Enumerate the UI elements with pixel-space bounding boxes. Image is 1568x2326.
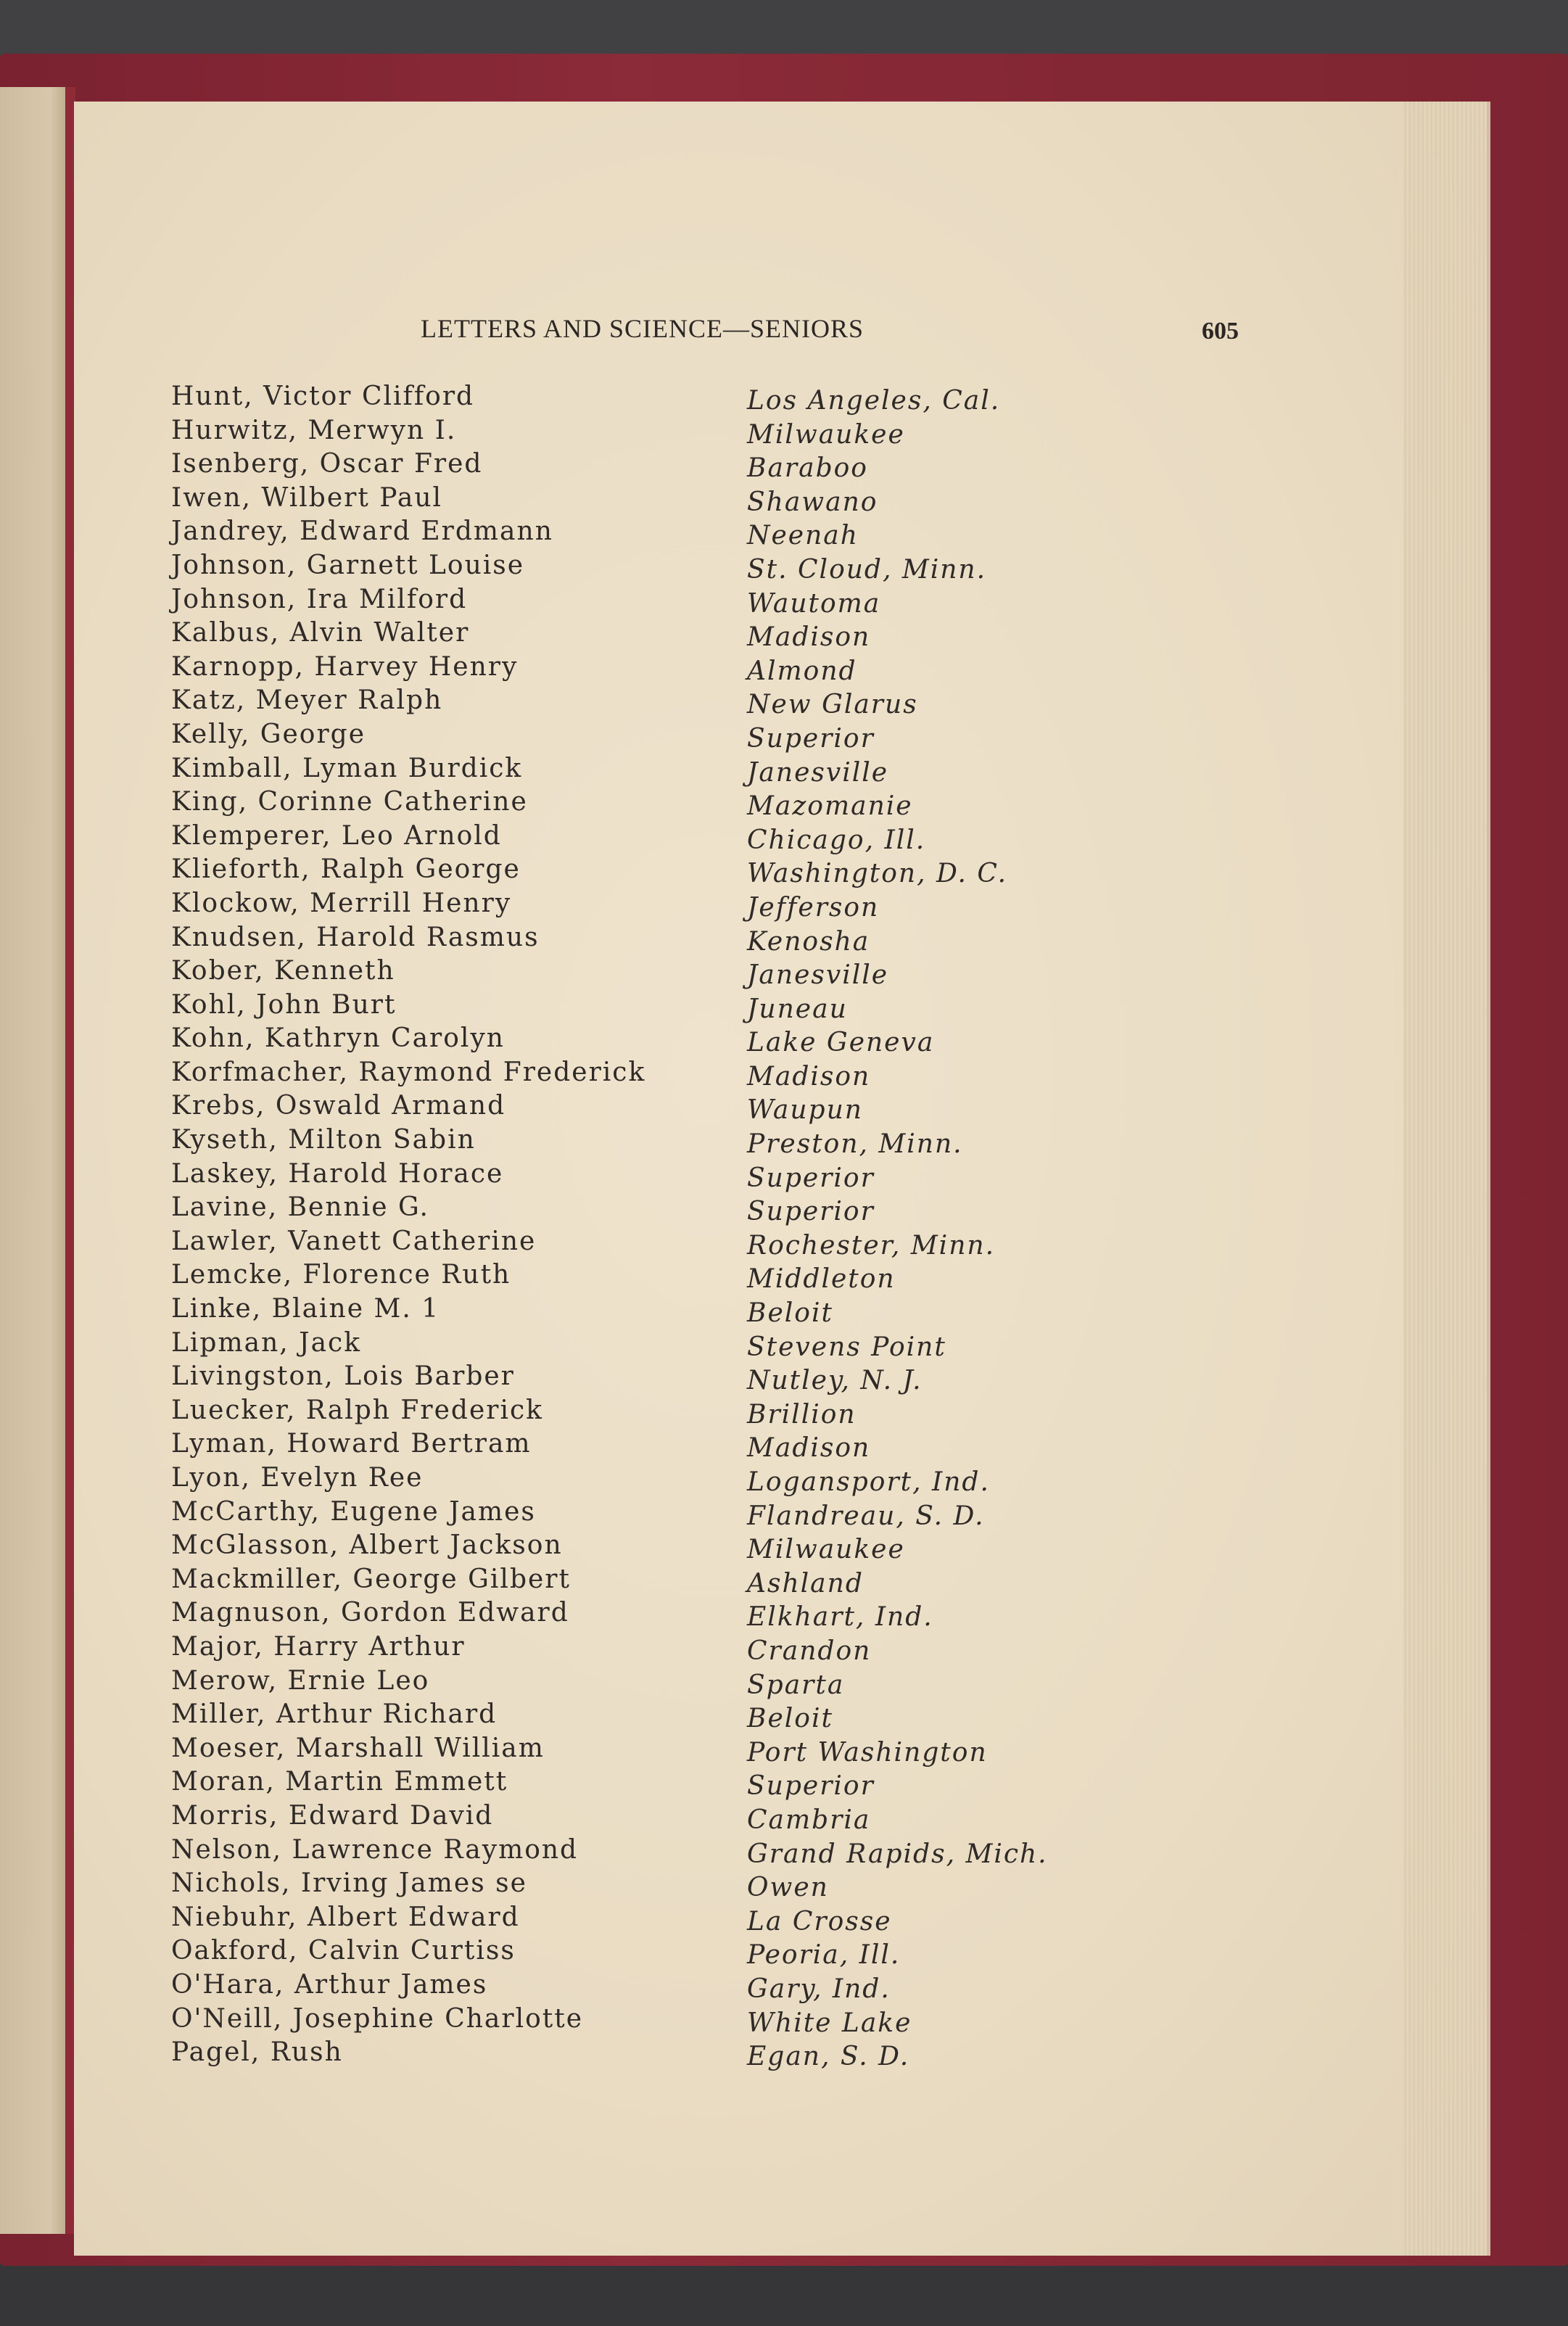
student-hometown: Kenosha (747, 926, 870, 957)
student-hometown: Superior (747, 1771, 875, 1802)
student-hometown: Jefferson (747, 892, 880, 923)
student-hometown: Superior (747, 1163, 875, 1193)
student-hometown: Beloit (747, 1298, 833, 1329)
student-name: Korfmacher, Raymond Frederick (171, 1057, 646, 1087)
student-hometown: Neenah (747, 521, 859, 551)
places-column (747, 384, 1298, 2074)
student-name: Lyon, Evelyn Ree (171, 1463, 424, 1493)
student-hometown: Peoria, Ill. (747, 1940, 901, 1971)
student-name: Nelson, Lawrence Raymond (171, 1834, 579, 1865)
student-hometown: Port Washington (747, 1737, 988, 1768)
student-hometown: Madison (747, 622, 871, 653)
student-hometown: Beloit (747, 1704, 833, 1734)
student-name: Klemperer, Leo Arnold (171, 820, 502, 851)
student-hometown: Milwaukee (747, 1535, 905, 1565)
student-name: Jandrey, Edward Erdmann (171, 516, 553, 547)
left-page-edge (0, 87, 71, 2234)
student-hometown: White Lake (747, 2008, 912, 2038)
student-name: Krebs, Oswald Armand (171, 1091, 506, 1121)
student-name: Kohl, John Burt (171, 989, 397, 1020)
student-name: Lawler, Vanett Catherine (171, 1226, 537, 1256)
student-name: Hurwitz, Merwyn I. (171, 415, 457, 445)
student-name: Major, Harry Arthur (171, 1631, 466, 1662)
names-column (171, 380, 751, 2070)
student-name: Kelly, George (171, 719, 366, 749)
student-hometown: Superior (747, 723, 875, 754)
student-hometown: Shawano (747, 487, 878, 517)
student-hometown: Cambria (747, 1805, 871, 1835)
student-name: Kyseth, Milton Sabin (171, 1125, 476, 1155)
student-name: Kohn, Kathryn Carolyn (171, 1023, 505, 1054)
running-header: LETTERS AND SCIENCE—SENIORS (421, 314, 865, 343)
student-name: Oakford, Calvin Curtiss (171, 1936, 516, 1966)
student-hometown: Crandon (747, 1636, 872, 1666)
student-hometown: La Crosse (747, 1906, 892, 1937)
student-name: Iwen, Wilbert Paul (171, 482, 443, 513)
student-hometown: Washington, D. C. (747, 859, 1008, 889)
student-name: Lemcke, Florence Ruth (171, 1260, 511, 1290)
student-name: Katz, Meyer Ralph (171, 685, 443, 716)
student-hometown: Madison (747, 1061, 871, 1092)
page-number: 605 (1202, 318, 1239, 345)
student-name: Kober, Kenneth (171, 956, 395, 986)
student-hometown: Mazomanie (747, 791, 913, 822)
student-name: Isenberg, Oscar Fred (171, 449, 483, 479)
student-name: Knudsen, Harold Rasmus (171, 922, 540, 952)
student-hometown: Waupun (747, 1095, 863, 1126)
student-name: Kimball, Lyman Burdick (171, 753, 523, 783)
student-hometown: Ashland (747, 1568, 864, 1599)
student-hometown: Grand Rapids, Mich. (747, 1839, 1048, 1869)
student-hometown: Egan, S. D. (747, 2042, 910, 2072)
student-name: Pagel, Rush (171, 2037, 343, 2068)
student-name: McCarthy, Eugene James (171, 1496, 536, 1527)
student-name: Klockow, Merrill Henry (171, 888, 512, 918)
student-name: McGlasson, Albert Jackson (171, 1530, 563, 1561)
student-name: Lavine, Bennie G. (171, 1192, 429, 1223)
student-hometown: Brillion (747, 1399, 857, 1430)
student-name: Nichols, Irving James se (171, 1868, 527, 1899)
student-hometown: Logansport, Ind. (747, 1467, 990, 1497)
student-hometown: Superior (747, 1197, 875, 1227)
student-hometown: Elkhart, Ind. (747, 1602, 933, 1633)
student-hometown: Milwaukee (747, 419, 905, 450)
student-hometown: Stevens Point (747, 1332, 946, 1362)
student-hometown: Gary, Ind. (747, 1974, 891, 2004)
student-hometown: Sparta (747, 1670, 845, 1700)
student-name: Livingston, Lois Barber (171, 1361, 515, 1392)
student-hometown: Chicago, Ill. (747, 825, 926, 855)
student-name: Lyman, Howard Bertram (171, 1429, 532, 1459)
student-hometown: Madison (747, 1433, 871, 1464)
student-hometown: Owen (747, 1873, 829, 1903)
student-name: Morris, Edward David (171, 1800, 494, 1831)
student-name: Klieforth, Ralph George (171, 854, 521, 885)
student-name: King, Corinne Catherine (171, 787, 528, 817)
student-name: Niebuhr, Albert Edward (171, 1902, 520, 1932)
student-name: Lipman, Jack (171, 1327, 362, 1358)
student-hometown: Juneau (747, 994, 848, 1024)
student-hometown: Preston, Minn. (747, 1129, 963, 1160)
student-hometown: New Glarus (747, 690, 918, 720)
student-hometown: Lake Geneva (747, 1028, 935, 1058)
student-name: Magnuson, Gordon Edward (171, 1598, 569, 1628)
student-name: Karnopp, Harvey Henry (171, 651, 519, 682)
student-hometown: Middleton (747, 1264, 896, 1295)
student-name: O'Neill, Josephine Charlotte (171, 2003, 584, 2034)
page-fore-edge (1403, 102, 1490, 2256)
student-hometown: St. Cloud, Minn. (747, 554, 987, 585)
student-hometown: Baraboo (747, 453, 868, 484)
student-name: Johnson, Ira Milford (171, 584, 468, 614)
student-name: Moran, Martin Emmett (171, 1767, 508, 1797)
student-name: Miller, Arthur Richard (171, 1699, 498, 1730)
student-hometown: Wautoma (747, 588, 881, 619)
student-hometown: Flandreau, S. D. (747, 1501, 985, 1531)
student-name: Johnson, Garnett Louise (171, 550, 525, 580)
student-hometown: Los Angeles, Cal. (747, 386, 1001, 416)
student-name: Moeser, Marshall William (171, 1733, 545, 1763)
student-name: Mackmiller, George Gilbert (171, 1564, 571, 1594)
student-hometown: Janesville (747, 960, 889, 991)
student-name: Laskey, Harold Horace (171, 1158, 504, 1189)
student-name: Luecker, Ralph Frederick (171, 1395, 543, 1425)
student-name: Kalbus, Alvin Walter (171, 618, 470, 648)
student-name: O'Hara, Arthur James (171, 1969, 488, 2000)
student-name: Merow, Ernie Leo (171, 1665, 430, 1696)
student-hometown: Janesville (747, 757, 889, 788)
student-hometown: Rochester, Minn. (747, 1230, 996, 1261)
student-hometown: Almond (747, 656, 857, 686)
student-hometown: Nutley, N. J. (747, 1366, 923, 1396)
student-name: Linke, Blaine M. 1 (171, 1294, 440, 1324)
student-name: Hunt, Victor Clifford (171, 382, 475, 411)
